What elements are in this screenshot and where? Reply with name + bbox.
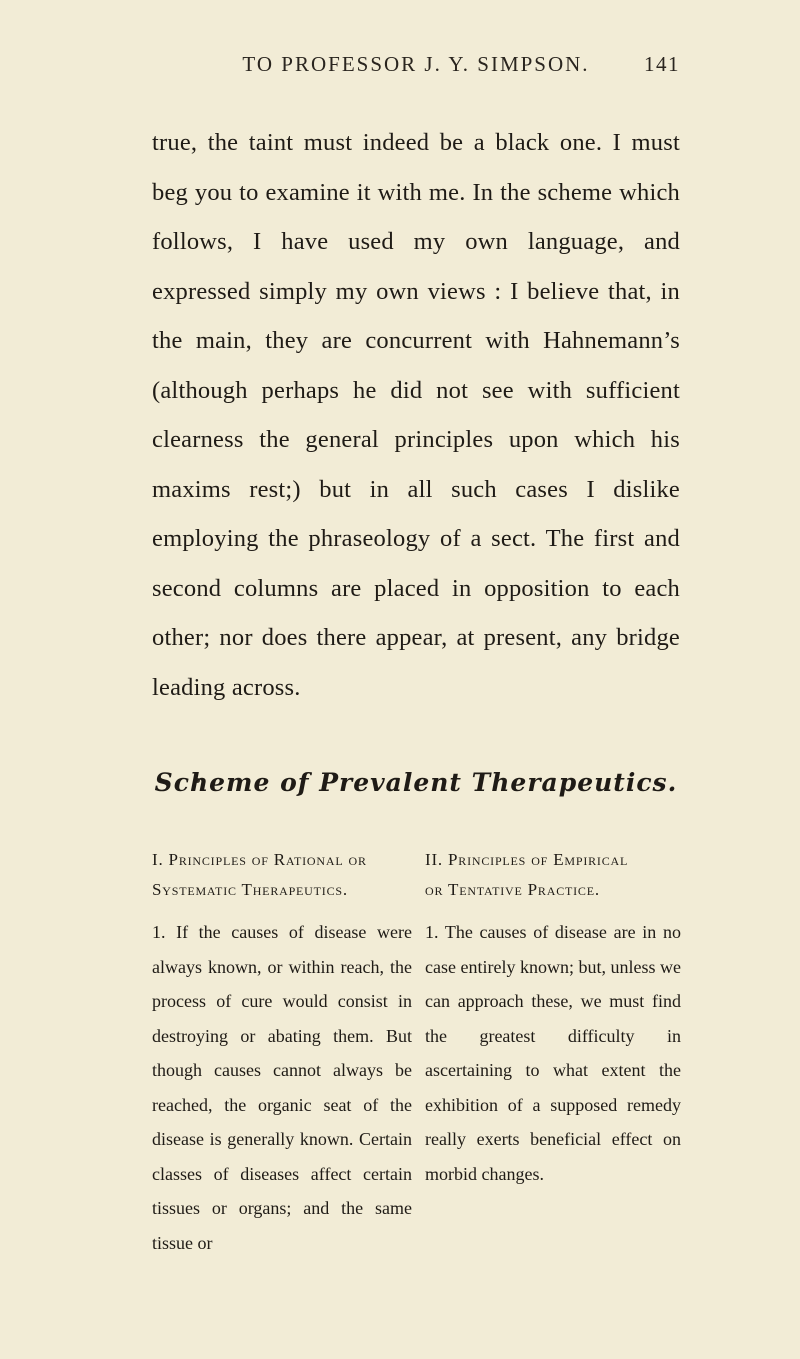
left-column — [152, 845, 412, 1260]
body-paragraph — [152, 118, 680, 712]
right-column-text: 1. The causes of disease are in no case entirely known; but, unless we can approach these, we must find the greatest difficulty in ascertaining to what extent the exhibition of a supposed remedy really exerts beneficial effect on morbid changes. — [425, 922, 681, 1184]
scheme-title: Scheme of Prevalent Therapeutics. — [154, 768, 678, 797]
right-heading-line-1: II. Principles of Empirical — [425, 850, 629, 869]
left-heading-line-1: I. Principles of Rational or — [152, 850, 367, 869]
running-head — [152, 52, 680, 77]
left-column-heading — [152, 845, 412, 905]
left-column-text: 1. If the causes of disease were always known, or within reach, the process of cure would consist in destroying or abating them. But though causes cannot always be reached, the organic seat of the disease is generally known. Certain classes of diseases affect certain tissues or organs; and the same tissue or — [152, 922, 412, 1253]
right-column-heading — [425, 845, 681, 905]
right-column — [425, 845, 681, 1191]
right-heading-line-2: or Tentative Practice. — [425, 880, 600, 899]
paragraph-text: true, the taint must indeed be a black one. I must beg you to examine it with me. In the scheme which follows, I have used my own language, and expressed simply my own views : I believe that, in the main, they are concurrent with Hahnemann’s (although perhaps he did not see with sufficient clearness the general principles upon which his maxims rest;) but in all such cases I dislike employing the phraseology of a sect. The first and second columns are placed in opposition to each other; nor does there appear, at present, any bridge leading across. — [152, 129, 680, 701]
left-heading-line-2: Systematic Therapeutics. — [152, 880, 348, 899]
page-number: 141 — [644, 52, 680, 76]
running-head-title: TO PROFESSOR J. Y. SIMPSON. — [242, 52, 590, 76]
